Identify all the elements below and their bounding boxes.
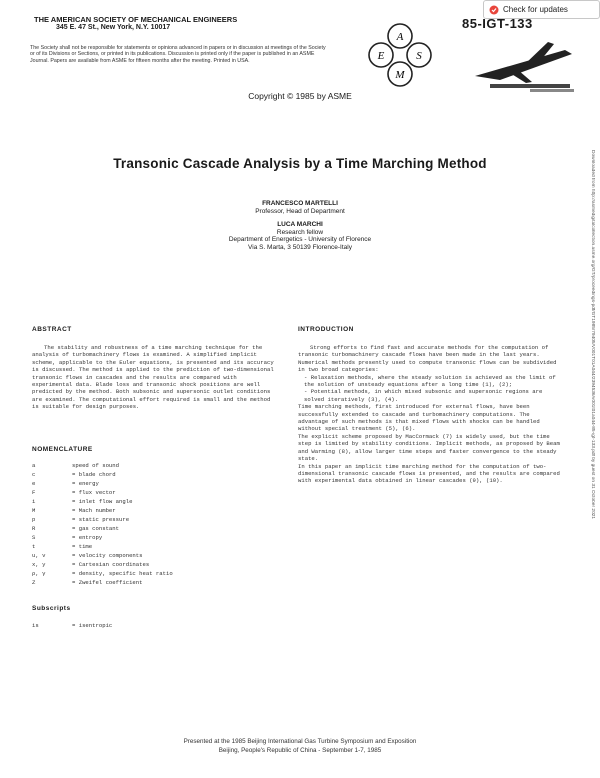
copyright: Copyright © 1985 by ASME (248, 91, 352, 101)
nomenclature-row: p = static pressure (32, 516, 130, 523)
nomenclature-row: ρ, γ = density, specific heat ratio (32, 570, 173, 577)
affiliation-line: Department of Energetics - University of Florence (228, 236, 372, 243)
paper-title: Transonic Cascade Analysis by a Time Marching Method (113, 156, 487, 171)
footer-line: Beijing, People's Republic of China - September 1-7, 1985 (218, 747, 382, 754)
authors-block (170, 200, 430, 251)
nomenclature-row: t = time (32, 543, 93, 550)
nomenclature-heading: NOMENCLATURE (32, 446, 93, 453)
introduction-body (298, 344, 560, 485)
nomenclature-row: M = Mach number (32, 507, 116, 514)
introduction-heading: INTRODUCTION (298, 326, 354, 333)
disclaimer-text: The Society shall not be responsible for statements or opinions advanced in papers or in discussion at meetings of the Society or of its Divisions or Sections, or printed in its publications. Discussion is printed only if the paper is published in an ASME Journal. Papers are available from ASME for fifteen months after the meeting. (30, 45, 326, 64)
abstract-heading: ABSTRACT (32, 326, 72, 333)
intro-paragraph: Numerical methods presently used to compute transonic flows can be subdivided in two broad categories: (298, 358, 557, 374)
nomenclature-row: c = blade chord (32, 471, 116, 478)
nomenclature-row: x, y = Cartesian coordinates (32, 561, 150, 568)
subscript-row: is = isentropic (32, 622, 113, 629)
disclaimer (30, 45, 330, 64)
symposium-logo (470, 36, 580, 94)
society-address: 345 E. 47 St., New York, N.Y. 10017 (56, 24, 171, 31)
logo-letter-s: S (416, 50, 422, 62)
society-name: THE AMERICAN SOCIETY OF MECHANICAL ENGINEERS (34, 15, 238, 24)
download-note: Downloaded from http://asmedigitalcollection.asme.org/GT/proceedings-pdf/GT1985/79405/V001T01A044/2394536/v001t01a044-85-igt-133.pdf by guest on 31 October 2021 (590, 150, 595, 520)
author-name: LUCA MARCHI (277, 221, 323, 228)
abstract-text: The stability and robustness of a time marching technique for the analysis of turbomachinery flows is examined. A simplified implicit scheme, applicable to the Euler equations, is presented and its accuracy is discussed. The method is applied to the prediction of two-dimensional transonic flows in cascades and the results are compared with experimental data. Blade loss and transonic shock positions are well predicted by the method. Both subsonic and supersonic outlet conditions are examined. The computational effort required is small and the method is suitable for design purposes. (32, 344, 274, 411)
nomenclature-row: a speed of sound (32, 462, 119, 469)
logo-letter-e: E (377, 50, 385, 62)
intro-paragraph: - Potential methods, in which mixed subsonic and supersonic regions are solved iteratively (3), (4). (304, 388, 543, 403)
update-icon (489, 5, 499, 15)
affiliation-address: Via S. Marta, 3 50139 Florence-Italy (248, 243, 352, 251)
nomenclature-row: Z = Zweifel coefficient (32, 579, 143, 586)
logo-letter-a: A (396, 31, 404, 43)
intro-paragraph: In this paper an implicit time marching method for the computation of two-dimensional transonic cascade flows is presented, and the results are compared with experimental data obtained in linear cascades (9), (10). (298, 462, 560, 485)
intro-paragraph: Strong efforts to find fast and accurate methods for the computation of transonic turbomachinery cascade flows have been made in the last years. (298, 344, 549, 359)
badge-label: Check for updates (503, 5, 568, 14)
nomenclature-row: F = flux vector (32, 489, 116, 496)
nomenclature-row: u, v = velocity components (32, 552, 143, 559)
author-role: Professor, Head of Department (255, 207, 345, 215)
intro-paragraph: The explicit scheme proposed by MacCormack (7) is widely used, but the time step is limited by stability conditions. Implicit methods, as proposed by Beam and Warming (8), allow larger time steps and faster convergence to the steady state. (298, 432, 560, 463)
subscripts-heading: Subscripts (32, 605, 71, 612)
nomenclature-row: i = inlet flow angle (32, 498, 133, 505)
nomenclature-row: e = energy (32, 480, 99, 487)
asme-logo (365, 20, 435, 90)
author-name: FRANCESCO MARTELLI (262, 200, 338, 207)
nomenclature-row: S = entropy (32, 534, 103, 541)
footer-line: Presented at the 1985 Beijing International Gas Turbine Symposium and Exposition (183, 738, 417, 745)
author-role: Research fellow (276, 228, 324, 236)
logo-letter-m: M (395, 69, 405, 81)
paper-number: 85-IGT-133 (462, 16, 533, 31)
intro-paragraph: Time marching methods, first introduced for external flows, have been successfully extended to cascade and turbomachinery computations. The advantage of such methods is that mixed flows with shocks can be handled without special treatment (5), (6). (298, 403, 540, 433)
printed-in: Printed in USA. (213, 57, 250, 64)
nomenclature-row: R = gas constant (32, 525, 119, 532)
intro-paragraph: - Relaxation methods, where the steady solution is achieved as the limit of the solution of unsteady equations after a long time (1), (2); (304, 373, 556, 389)
